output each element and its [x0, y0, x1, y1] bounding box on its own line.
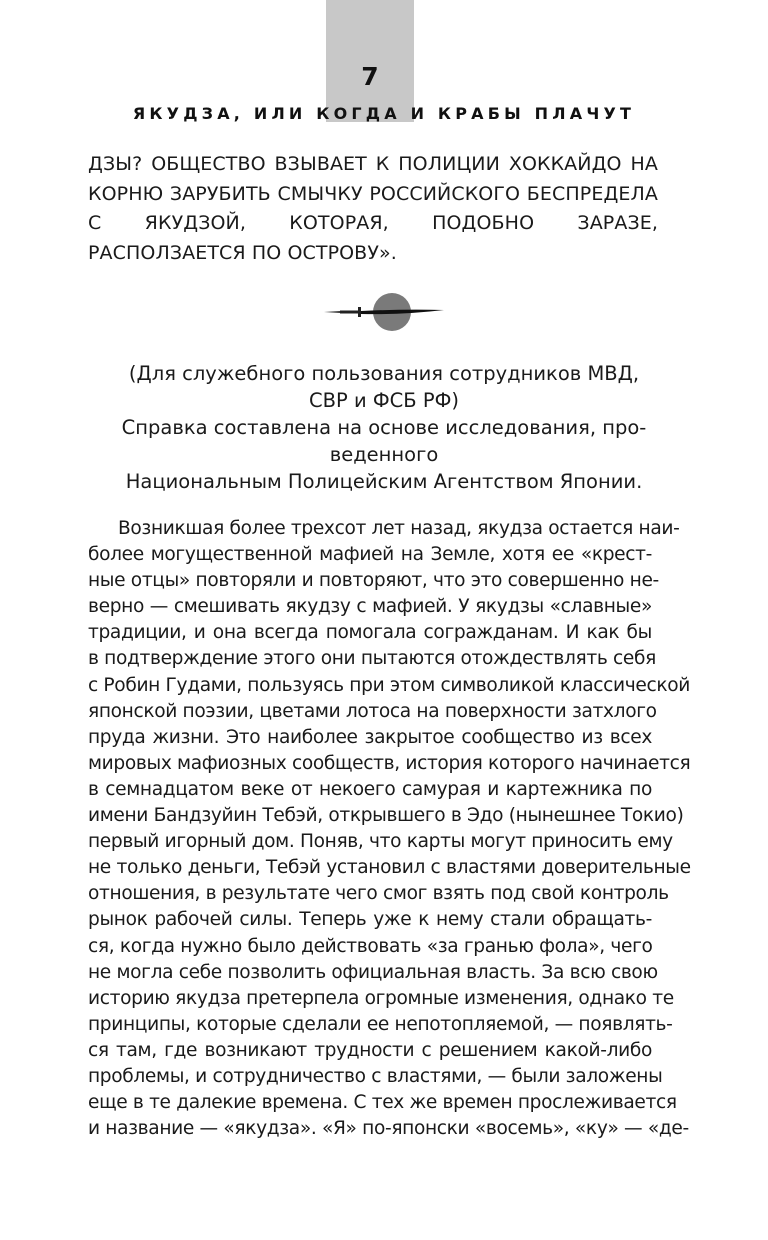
body-line: в подтверждение этого они пытаются отождествлять себя: [88, 648, 656, 670]
body-line: не могла себе позволить официальная власть. За всю свою: [88, 961, 658, 983]
body-line: историю якудза претерпела огромные изменения, однако те: [88, 987, 674, 1009]
official-note: [88, 360, 680, 495]
body-line: верно — смешивать якудзу с мафией. У якудзы «славные»: [88, 596, 652, 618]
body-line: проблемы, и сотрудничество с властями, — были заложены: [88, 1065, 663, 1087]
body-line: с Робин Гудами, пользуясь при этом символикой классической: [88, 674, 691, 696]
body-line: имени Бандзуйин Тебэй, открывшего в Эдо (нынешнее Токио): [88, 805, 684, 827]
body-line: первый игорный дом. Поняв, что карты могут приносить ему: [88, 831, 673, 853]
body-line: пруда жизни. Это наиболее закрытое сообщество из всех: [88, 726, 652, 748]
body-line: и название — «якудза». «Я» по-японски «восемь», «ку» — «де-: [88, 1118, 689, 1140]
body-line: ные отцы» повторяли и повторяют, что это совершенно не-: [88, 570, 659, 592]
caps-paragraph: [88, 150, 658, 268]
caps-line: ПО ОСТРОВУ».: [251, 241, 397, 264]
caps-line: КОРНЮ ЗАРУБИТЬ СМЫЧКУ РОССИЙСКОГО БЕСПРЕДЕЛА: [88, 182, 658, 205]
body-line: рынок рабочей силы. Теперь уже к нему стали обращать-: [88, 909, 652, 931]
body-line: ся там, где возникают трудности с решением какой-либо: [88, 1039, 652, 1061]
body-line: не только деньги, Тебэй установил с властями доверительные: [88, 857, 691, 879]
body-line: принципы, которые сделали ее непотопляемой, — появлять-: [88, 1013, 673, 1035]
page-number: 7: [361, 62, 379, 91]
body-line: Возникшая более трехсот лет назад, якудза остается наи-: [118, 518, 680, 539]
caps-line: С ЯКУДЗОЙ, КОТОРАЯ, ПОДОБНО ЗАРАЗЕ, РАСПОЛЗАЕТСЯ: [88, 212, 658, 264]
body-line: отношения, в результате чего смог взять под свой контроль: [88, 883, 669, 905]
katana-ornament-icon: [322, 290, 446, 334]
body-line: в семнадцатом веке от некоего самурая и картежника по: [88, 778, 652, 800]
body-line: еще в те далекие времена. С тех же времен прослеживается: [88, 1092, 677, 1114]
body-line: более могущественной мафией на Земле, хотя ее «крест-: [88, 544, 652, 566]
body-line: японской поэзии, цветами лотоса на поверхности затхлого: [88, 700, 657, 722]
note-line: СВР и ФСБ РФ): [309, 389, 459, 412]
note-line: веденного: [329, 443, 439, 466]
note-line: Национальным Полицейским Агентством Японии.: [125, 470, 643, 493]
body-line: традиции, и она всегда помогала согражданам. И как бы: [88, 622, 652, 644]
body-paragraph: [88, 516, 691, 1142]
note-line: (Для служебного пользования сотрудников МВД,: [128, 362, 640, 385]
body-line: ся, когда нужно было действовать «за гранью фола», чего: [88, 935, 653, 957]
caps-line: ДЗЫ? ОБЩЕСТВО ВЗЫВАЕТ К ПОЛИЦИИ ХОККАЙДО НА: [88, 153, 658, 175]
running-title: ЯКУДЗА, ИЛИ КОГДА И КРАБЫ ПЛАЧУТ: [132, 104, 636, 123]
body-line: мировых мафиозных сообществ, история которого начинается: [88, 752, 691, 774]
note-line: Справка составлена на основе исследования, про-: [121, 416, 647, 439]
